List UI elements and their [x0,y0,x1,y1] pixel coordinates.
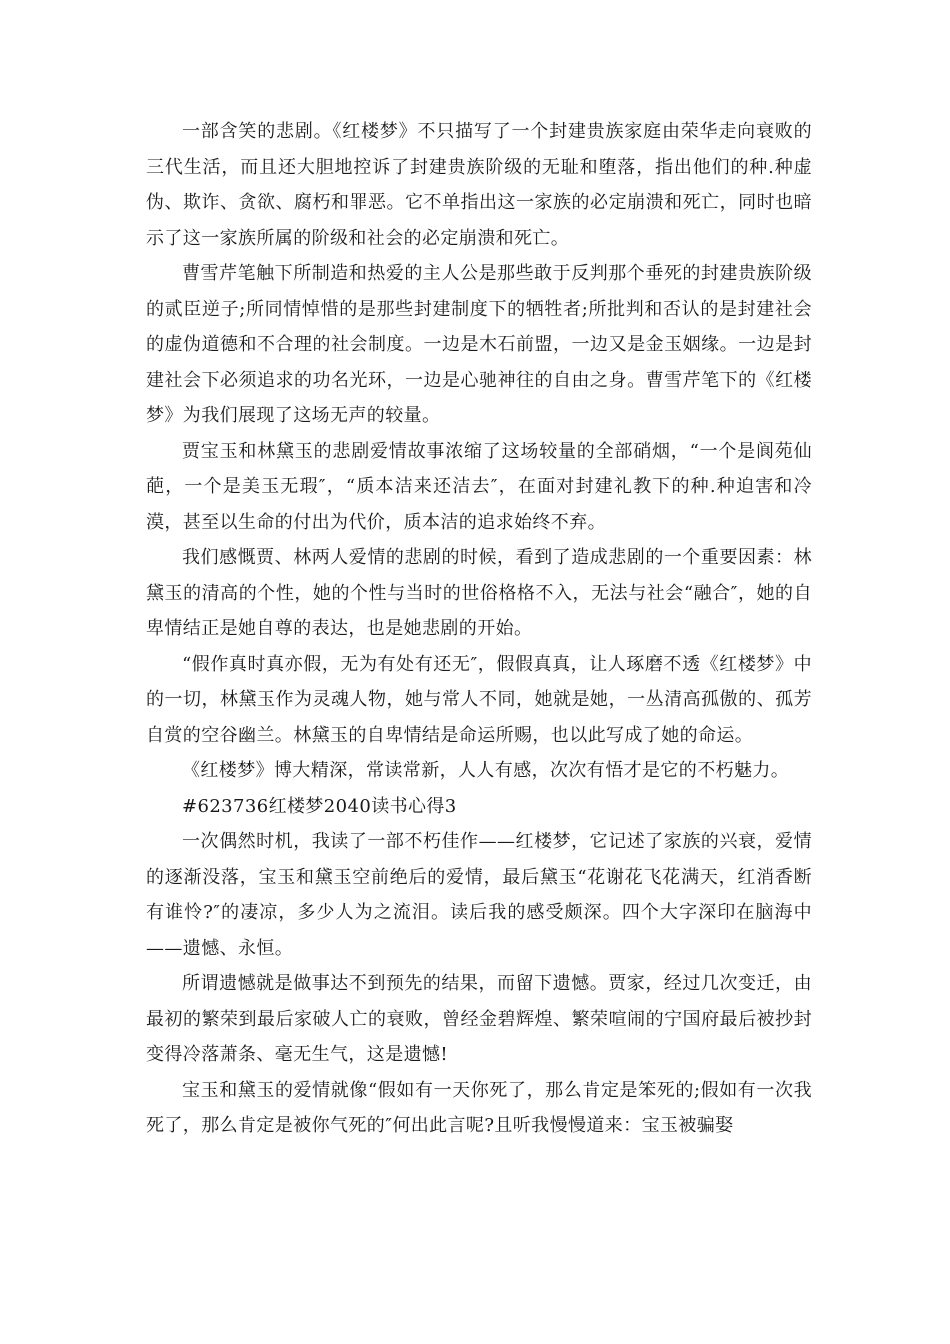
section-heading: #623736红楼梦2040读书心得3 [182,795,457,817]
paragraph-7: 一次偶然时机，我读了一部不朽佳作——红楼梦，它记述了家族的兴衰，爱情的逐渐没落，宝玉和黛玉空前绝后的爱情，最后黛玉“花谢花飞花满天，红消香断有谁怜?″的凄凉，多少人为之流泪。读后我的感受颇深。四个大字深印在脑海中——遗憾、永恒。 [146,831,812,959]
paragraph-9: 宝玉和黛玉的爱情就像“假如有一天你死了，那么肯定是笨死的;假如有一次我死了，那么肯定是被你气死的″何出此言呢?且听我慢慢道来：宝玉被骗娶 [146,1079,812,1136]
paragraph-1: 一部含笑的悲剧。《红楼梦》不只描写了一个封建贵族家庭由荣华走向衰败的三代生活，而且还大胆地控诉了封建贵族阶级的无耻和堕落，指出他们的种.种虚伪、欺诈、贪欲、腐朽和罪恶。它不单指出这一家族的必定崩溃和死亡，同时也暗示了这一家族所属的阶级和社会的必定崩溃和死亡。 [146,121,812,249]
paragraph-8: 所谓遗憾就是做事达不到预先的结果，而留下遗憾。贾家，经过几次变迁，由最初的繁荣到最后家破人亡的衰败，曾经金碧辉煌、繁荣喧闹的宁国府最后被抄封变得冷落萧条、毫无生气，这是遗憾! [146,973,812,1065]
paragraph-6: 《红楼梦》博大精深，常读常新，人人有感，次次有悟才是它的不朽魅力。 [182,760,790,781]
paragraph-3: 贾宝玉和林黛玉的悲剧爱情故事浓缩了这场较量的全部硝烟，“一个是阆苑仙葩，一个是美玉无瑕″，“质本洁来还洁去″，在面对封建礼教下的种.种迫害和冷漠，甚至以生命的付出为代价，质本洁的追求始终不弃。 [146,440,812,533]
paragraph-4: 我们感慨贾、林两人爱情的悲剧的时候，看到了造成悲剧的一个重要因素：林黛玉的清高的个性，她的个性与当时的世俗格格不入，无法与社会“融合″，她的自卑情结正是她自尊的表达，也是她悲剧的开始。 [146,547,812,639]
paragraph-2: 曹雪芹笔触下所制造和热爱的主人公是那些敢于反判那个垂死的封建贵族阶级的贰臣逆子;所同情悼惜的是那些封建制度下的牺牲者;所批判和否认的是封建社会的虚伪道德和不合理的社会制度。一边是木石前盟，一边又是金玉姻缘。一边是封建社会下必须追求的功名光环，一边是心驰神往的自由之身。曹雪芹笔下的《红楼梦》为我们展现了这场无声的较量。 [146,263,812,426]
document-body [146,114,812,1144]
paragraph-5: “假作真时真亦假，无为有处有还无″，假假真真，让人琢磨不透《红楼梦》中的一切，林黛玉作为灵魂人物，她与常人不同，她就是她，一丛清高孤傲的、孤芳自赏的空谷幽兰。林黛玉的自卑情结是命运所赐，也以此写成了她的命运。 [146,653,812,746]
